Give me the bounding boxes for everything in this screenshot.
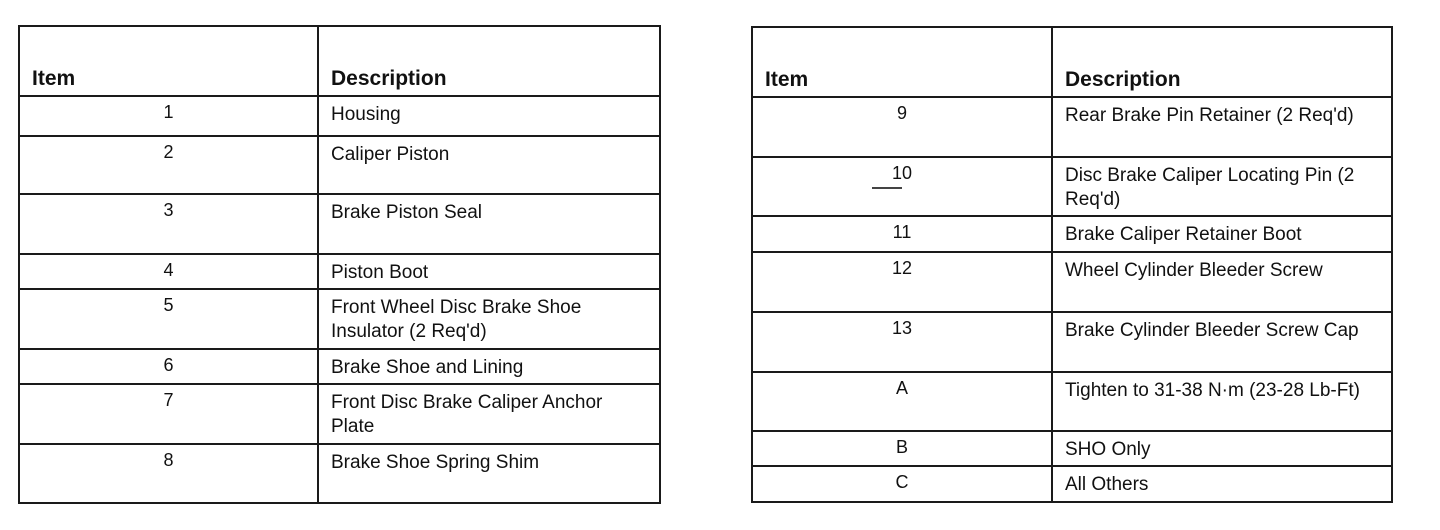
item-description: Housing — [318, 96, 660, 136]
item-number: 3 — [19, 194, 318, 254]
table-row — [752, 431, 1392, 466]
item-number: 10 — [752, 157, 1052, 216]
item-number: 11 — [752, 216, 1052, 252]
table-row — [752, 216, 1392, 252]
item-description: Brake Piston Seal — [318, 194, 660, 254]
item-description: Front Wheel Disc Brake Shoe Insulator (2 Req'd) — [318, 289, 660, 349]
description-header: Description — [1052, 27, 1392, 97]
item-description: All Others — [1052, 466, 1392, 502]
table-row — [752, 466, 1392, 502]
header-row — [752, 27, 1392, 97]
table-row — [19, 444, 660, 503]
table-row — [19, 136, 660, 194]
item-number: 13 — [752, 312, 1052, 372]
item-description: SHO Only — [1052, 431, 1392, 466]
item-number: 5 — [19, 289, 318, 349]
table-row — [19, 194, 660, 254]
table-row — [752, 372, 1392, 431]
item-description: Front Disc Brake Caliper Anchor Plate — [318, 384, 660, 444]
item-header: Item — [19, 26, 318, 96]
stray-dash-mark — [872, 187, 902, 189]
item-description: Brake Shoe Spring Shim — [318, 444, 660, 503]
item-number: 9 — [752, 97, 1052, 157]
table-row — [19, 384, 660, 444]
item-description: Brake Cylinder Bleeder Screw Cap — [1052, 312, 1392, 372]
item-number: A — [752, 372, 1052, 431]
item-description: Rear Brake Pin Retainer (2 Req'd) — [1052, 97, 1392, 157]
item-description: Disc Brake Caliper Locating Pin (2 Req'd) — [1052, 157, 1392, 216]
item-description: Brake Caliper Retainer Boot — [1052, 216, 1392, 252]
item-description: Caliper Piston — [318, 136, 660, 194]
item-number: 6 — [19, 349, 318, 384]
table-row — [19, 349, 660, 384]
table-row — [19, 289, 660, 349]
table-row — [752, 157, 1392, 216]
item-number: 2 — [19, 136, 318, 194]
item-description: Wheel Cylinder Bleeder Screw — [1052, 252, 1392, 312]
table-row — [752, 312, 1392, 372]
header-row — [19, 26, 660, 96]
parts-table-right — [751, 26, 1393, 503]
table-row — [752, 97, 1392, 157]
item-description: Brake Shoe and Lining — [318, 349, 660, 384]
table-row — [19, 96, 660, 136]
item-number: 1 — [19, 96, 318, 136]
parts-table-left — [18, 25, 661, 504]
item-number: C — [752, 466, 1052, 502]
item-header: Item — [752, 27, 1052, 97]
item-description: Piston Boot — [318, 254, 660, 289]
item-number: 7 — [19, 384, 318, 444]
item-number: 8 — [19, 444, 318, 503]
item-number: 12 — [752, 252, 1052, 312]
item-number: 4 — [19, 254, 318, 289]
item-number: B — [752, 431, 1052, 466]
item-description: Tighten to 31-38 N·m (23-28 Lb-Ft) — [1052, 372, 1392, 431]
description-header: Description — [318, 26, 660, 96]
table-row — [752, 252, 1392, 312]
table-row — [19, 254, 660, 289]
